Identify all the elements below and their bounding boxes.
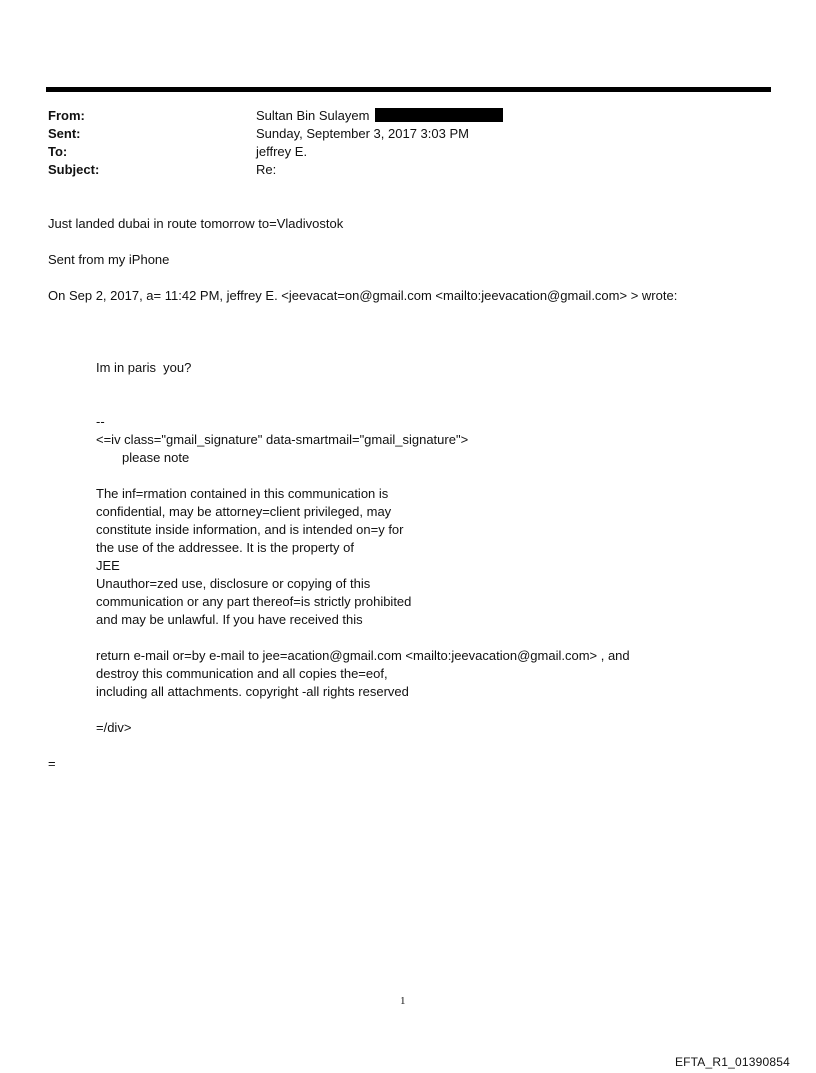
disclaimer-line: Unauthor=zed use, disclosure or copying of this: [96, 576, 371, 591]
document-id: EFTA_R1_01390854: [674, 1055, 790, 1069]
subject-value: Re:: [256, 162, 277, 177]
from-label: From:: [48, 108, 85, 123]
quoted-message: Im in paris you?: [96, 360, 192, 375]
signature-separator: --: [96, 414, 105, 429]
disclaimer-line: the use of the addressee. It is the property of: [96, 540, 354, 555]
to-value: jeffrey E.: [256, 144, 308, 159]
please-note: please note: [122, 450, 190, 465]
header-rule: [46, 87, 771, 92]
disclaimer-line: JEE: [96, 558, 120, 573]
signature-div-close: =/div>: [96, 720, 132, 735]
return-line: return e-mail or=by e-mail to jee=acation@gmail.com <mailto:jeevacation@gmail.com> , and: [96, 648, 630, 663]
from-value: [256, 107, 503, 125]
redaction-box: [375, 108, 503, 122]
page-number: 1: [400, 995, 406, 1007]
to-label: To:: [48, 144, 68, 159]
quote-intro: On Sep 2, 2017, a= 11:42 PM, jeffrey E. <jeevacat=on@gmail.com <mailto:jeevacation@gmail.com> > wrote:: [48, 288, 678, 303]
return-line: including all attachments. copyright -all rights reserved: [96, 684, 409, 699]
disclaimer-line: constitute inside information, and is intended on=y for: [96, 522, 404, 537]
disclaimer-line: and may be unlawful. If you have received this: [96, 612, 363, 627]
return-line: destroy this communication and all copies the=eof,: [96, 666, 388, 681]
body-message: Just landed dubai in route tomorrow to=Vladivostok: [48, 216, 344, 231]
disclaimer-line: The inf=rmation contained in this communication is: [96, 486, 389, 501]
subject-label: Subject:: [48, 162, 100, 177]
sent-value: Sunday, September 3, 2017 3:03 PM: [256, 126, 469, 141]
trailing-equals: =: [48, 756, 56, 771]
sent-label: Sent:: [48, 126, 81, 141]
disclaimer-line: confidential, may be attorney=client privileged, may: [96, 504, 392, 519]
sent-from-line: Sent from my iPhone: [48, 252, 170, 267]
disclaimer-line: communication or any part thereof=is strictly prohibited: [96, 594, 412, 609]
from-name: Sultan Bin Sulayem: [256, 108, 370, 123]
signature-div-open: <=iv class="gmail_signature" data-smartmail="gmail_signature">: [96, 432, 469, 447]
